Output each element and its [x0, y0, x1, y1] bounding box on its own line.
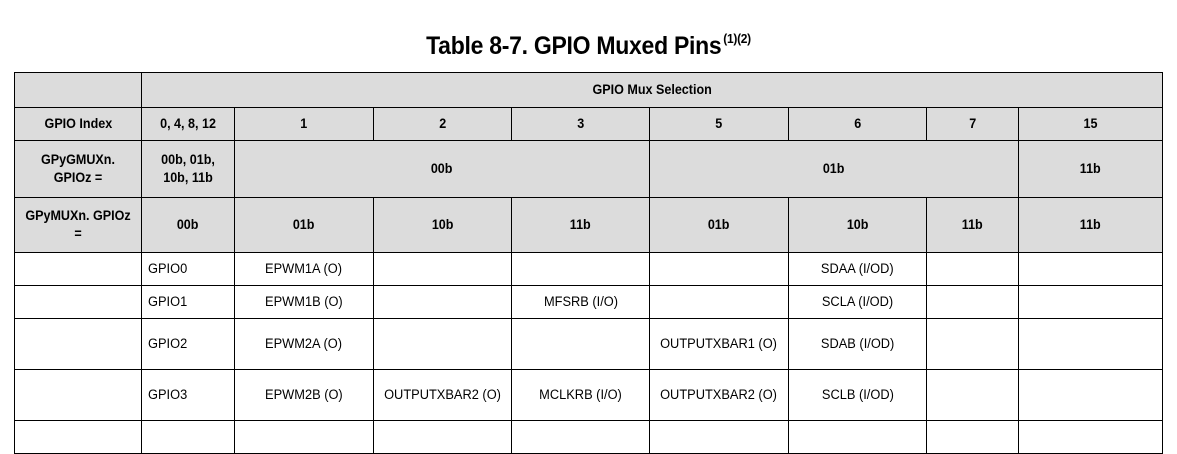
mux-col-3: 11b: [512, 198, 650, 253]
table-cell: [15, 286, 142, 319]
table-cell: SDAB (I/OD): [789, 319, 927, 370]
table-cell: [927, 286, 1019, 319]
table-cell: [927, 253, 1019, 286]
table-row-partial: [15, 421, 1163, 454]
table-cell: [650, 253, 789, 286]
table-cell: EPWM1B (O): [235, 286, 374, 319]
table-cell: SDAA (I/OD): [789, 253, 927, 286]
table-cell: MCLKRB (I/O): [512, 370, 650, 421]
gpio-muxed-pins-table: [14, 72, 1163, 454]
pin-name-cell: GPIO3: [142, 370, 235, 421]
pin-name-cell: GPIO0: [142, 253, 235, 286]
table-cell: [1019, 319, 1163, 370]
mux-col-6: 10b: [789, 198, 927, 253]
mux-col-0: 00b: [142, 198, 235, 253]
table-cell: [927, 421, 1019, 454]
table-cell: [927, 319, 1019, 370]
table-title-text: Table 8-7. GPIO Muxed Pins: [426, 32, 722, 60]
table-cell: OUTPUTXBAR2 (O): [374, 370, 512, 421]
gpio-index-col-3: 3: [512, 108, 650, 141]
table-cell: [15, 319, 142, 370]
table-cell: SCLB (I/OD): [789, 370, 927, 421]
table-cell: [927, 370, 1019, 421]
table-cell: MFSRB (I/O): [512, 286, 650, 319]
table-cell: [374, 319, 512, 370]
table-title: [47, 24, 1130, 61]
table-cell: [650, 286, 789, 319]
table-row: [15, 253, 1163, 286]
pin-name-cell: GPIO1: [142, 286, 235, 319]
gpio-index-row: [15, 108, 1163, 141]
gpio-index-label: GPIO Index: [15, 108, 142, 141]
table-cell: [512, 421, 650, 454]
mux-col-1: 01b: [235, 198, 374, 253]
mux-col-15: 11b: [1019, 198, 1163, 253]
gpio-index-col-1: 1: [235, 108, 374, 141]
gpio-index-col-2: 2: [374, 108, 512, 141]
table-cell: [1019, 370, 1163, 421]
table-cell: [789, 421, 927, 454]
table-row: [15, 370, 1163, 421]
mux-label: GPyMUXn. GPIOz =: [15, 198, 142, 253]
table-cell: [235, 421, 374, 454]
table-cell: [1019, 253, 1163, 286]
corner-cell: [15, 73, 142, 108]
table-row: [15, 319, 1163, 370]
gmux-label: GPyGMUXn. GPIOz =: [15, 141, 142, 198]
gmux-first: 00b, 01b, 10b, 11b: [142, 141, 235, 198]
table-cell: OUTPUTXBAR1 (O): [650, 319, 789, 370]
gpio-index-col-7: 7: [927, 108, 1019, 141]
gmux-group-b: 01b: [650, 141, 1019, 198]
gpio-index-col-15: 15: [1019, 108, 1163, 141]
table-cell: [15, 421, 142, 454]
table-cell: SCLA (I/OD): [789, 286, 927, 319]
footnote-refs: (1)(2): [723, 31, 751, 46]
gmux-group-a: 00b: [235, 141, 650, 198]
table-cell: [1019, 286, 1163, 319]
pin-name-cell: GPIO2: [142, 319, 235, 370]
gmux-row: [15, 141, 1163, 198]
gpio-index-col-6: 6: [789, 108, 927, 141]
table-cell: OUTPUTXBAR2 (O): [650, 370, 789, 421]
mux-selection-header: GPIO Mux Selection: [142, 73, 1163, 108]
gpio-index-col-0: 0, 4, 8, 12: [142, 108, 235, 141]
table-row: [15, 286, 1163, 319]
table-cell: [512, 319, 650, 370]
table-cell: [374, 253, 512, 286]
table-cell: EPWM2A (O): [235, 319, 374, 370]
table-cell: EPWM2B (O): [235, 370, 374, 421]
table-cell: [374, 286, 512, 319]
mux-col-2: 10b: [374, 198, 512, 253]
gmux-last: 11b: [1019, 141, 1163, 198]
table-cell: [650, 421, 789, 454]
table-cell: [1019, 421, 1163, 454]
table-cell: [512, 253, 650, 286]
mux-selection-header-row: [15, 73, 1163, 108]
table-cell: [142, 421, 235, 454]
table-cell: [15, 253, 142, 286]
table-cell: EPWM1A (O): [235, 253, 374, 286]
table-cell: [374, 421, 512, 454]
mux-col-7: 11b: [927, 198, 1019, 253]
mux-col-5: 01b: [650, 198, 789, 253]
table-cell: [15, 370, 142, 421]
gpio-index-col-5: 5: [650, 108, 789, 141]
mux-row: [15, 198, 1163, 253]
